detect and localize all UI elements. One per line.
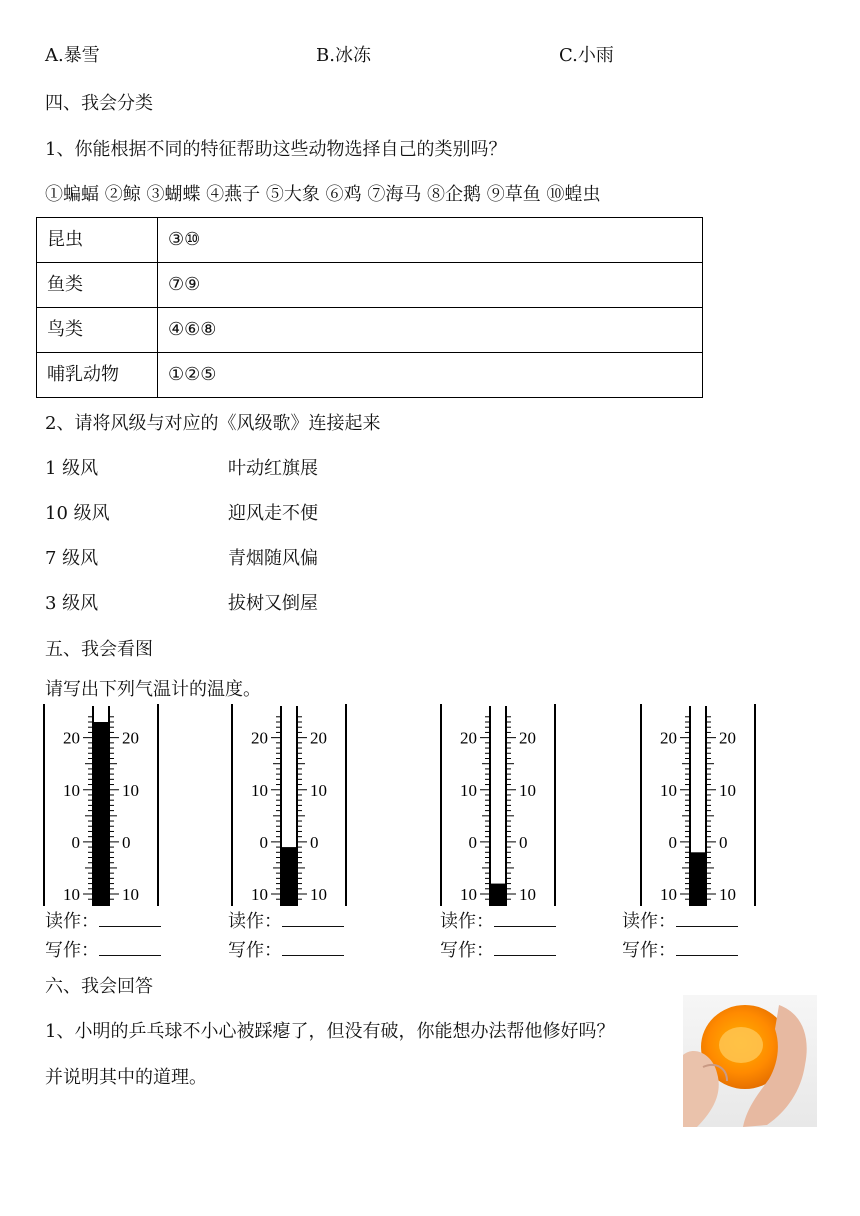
tick-label: 10 (63, 885, 80, 904)
section4-title: 四、我会分类 (45, 93, 153, 114)
wind-level: 1 级风 (45, 458, 99, 479)
tick-label: 10 (460, 885, 477, 904)
read-blank[interactable] (99, 910, 161, 927)
option-a: A.暴雪 (45, 45, 100, 66)
tick-label: 10 (310, 780, 327, 800)
wind-song: 叶动红旗展 (228, 458, 318, 479)
wind-song: 拔树又倒屋 (228, 593, 318, 614)
read-blank[interactable] (676, 910, 738, 927)
table-row (37, 353, 703, 398)
tick-label: 10 (660, 780, 677, 800)
tick-label: 20 (310, 728, 327, 748)
wind-level: 7 级风 (45, 548, 99, 569)
tick-label: 10 (122, 885, 139, 904)
tick-label: 20 (519, 728, 536, 748)
answer-cell: ③⑩ (158, 218, 703, 263)
read-field[interactable] (45, 910, 161, 934)
read-field[interactable] (622, 910, 738, 934)
write-label: 写作： (622, 940, 676, 961)
answer-cell: ④⑥⑧ (158, 308, 703, 353)
ping-pong-ball-photo (683, 995, 817, 1127)
read-label: 读作： (622, 911, 676, 932)
tick-label: 0 (122, 832, 131, 852)
tick-label: 10 (251, 780, 268, 800)
option-c: C.小雨 (559, 45, 614, 66)
category-cell: 鸟类 (37, 308, 158, 353)
section6-question1: 1、小明的乒乓球不小心被踩瘪了，但没有破，你能想办法帮他修好吗？ (45, 1021, 615, 1042)
category-cell: 昆虫 (37, 218, 158, 263)
tick-label: 0 (71, 832, 80, 852)
table-row (37, 308, 703, 353)
tick-label: 10 (719, 885, 736, 904)
tick-label: 20 (660, 728, 677, 748)
tick-label: 10 (460, 780, 477, 800)
table-row (37, 218, 703, 263)
write-field[interactable] (228, 939, 344, 963)
write-field[interactable] (622, 939, 738, 963)
category-cell: 鱼类 (37, 263, 158, 308)
option-b: B.冰冻 (316, 45, 371, 66)
thermometer-1 (40, 700, 170, 910)
read-label: 读作： (440, 911, 494, 932)
tick-label: 0 (259, 832, 268, 852)
mercury-column (490, 884, 506, 906)
write-label: 写作： (228, 940, 282, 961)
tick-label: 20 (719, 728, 736, 748)
write-label: 写作： (45, 940, 99, 961)
wind-level: 10 级风 (45, 503, 110, 524)
section4-question2: 2、请将风级与对应的《风级歌》连接起来 (45, 413, 381, 434)
mercury-column (281, 847, 297, 906)
category-cell: 哺乳动物 (37, 353, 158, 398)
section4-question1: 1、你能根据不同的特征帮助这些动物选择自己的类别吗？ (45, 139, 507, 160)
section6-question1-continued: 并说明其中的道理。 (45, 1067, 207, 1088)
tick-label: 20 (63, 728, 80, 748)
write-blank[interactable] (494, 939, 556, 956)
tick-label: 0 (668, 832, 677, 852)
write-field[interactable] (440, 939, 556, 963)
write-blank[interactable] (676, 939, 738, 956)
tick-label: 20 (460, 728, 477, 748)
answer-cell: ①②⑤ (158, 353, 703, 398)
wind-song: 青烟随风偏 (228, 548, 318, 569)
read-field[interactable] (440, 910, 556, 934)
read-label: 读作： (45, 911, 99, 932)
mercury-column (93, 722, 109, 906)
tick-label: 0 (310, 832, 319, 852)
wind-level: 3 级风 (45, 593, 99, 614)
write-blank[interactable] (282, 939, 344, 956)
thermometer-3 (437, 700, 567, 910)
table-row (37, 263, 703, 308)
section6-title: 六、我会回答 (45, 976, 153, 997)
wind-song: 迎风走不便 (228, 503, 318, 524)
tick-label: 20 (122, 728, 139, 748)
read-label: 读作： (228, 911, 282, 932)
tick-label: 0 (719, 832, 728, 852)
thermometer-2 (228, 700, 358, 910)
tick-label: 0 (519, 832, 528, 852)
tick-label: 10 (519, 780, 536, 800)
tick-label: 10 (63, 780, 80, 800)
tick-label: 20 (251, 728, 268, 748)
mercury-column (690, 852, 706, 906)
read-blank[interactable] (282, 910, 344, 927)
tick-label: 10 (719, 780, 736, 800)
tick-label: 0 (468, 832, 477, 852)
read-field[interactable] (228, 910, 344, 934)
animal-list: ①蝙蝠 ②鲸 ③蝴蝶 ④燕子 ⑤大象 ⑥鸡 ⑦海马 ⑧企鹅 ⑨草鱼 ⑩蝗虫 (45, 184, 601, 205)
section5-instruction: 请写出下列气温计的温度。 (45, 679, 261, 700)
thermometer-4 (637, 700, 767, 910)
tick-label: 10 (660, 885, 677, 904)
write-label: 写作： (440, 940, 494, 961)
write-blank[interactable] (99, 939, 161, 956)
tick-label: 10 (310, 885, 327, 904)
read-blank[interactable] (494, 910, 556, 927)
tick-label: 10 (122, 780, 139, 800)
tick-label: 10 (251, 885, 268, 904)
section5-title: 五、我会看图 (45, 639, 153, 660)
write-field[interactable] (45, 939, 161, 963)
classification-table (36, 217, 703, 398)
answer-cell: ⑦⑨ (158, 263, 703, 308)
tick-label: 10 (519, 885, 536, 904)
